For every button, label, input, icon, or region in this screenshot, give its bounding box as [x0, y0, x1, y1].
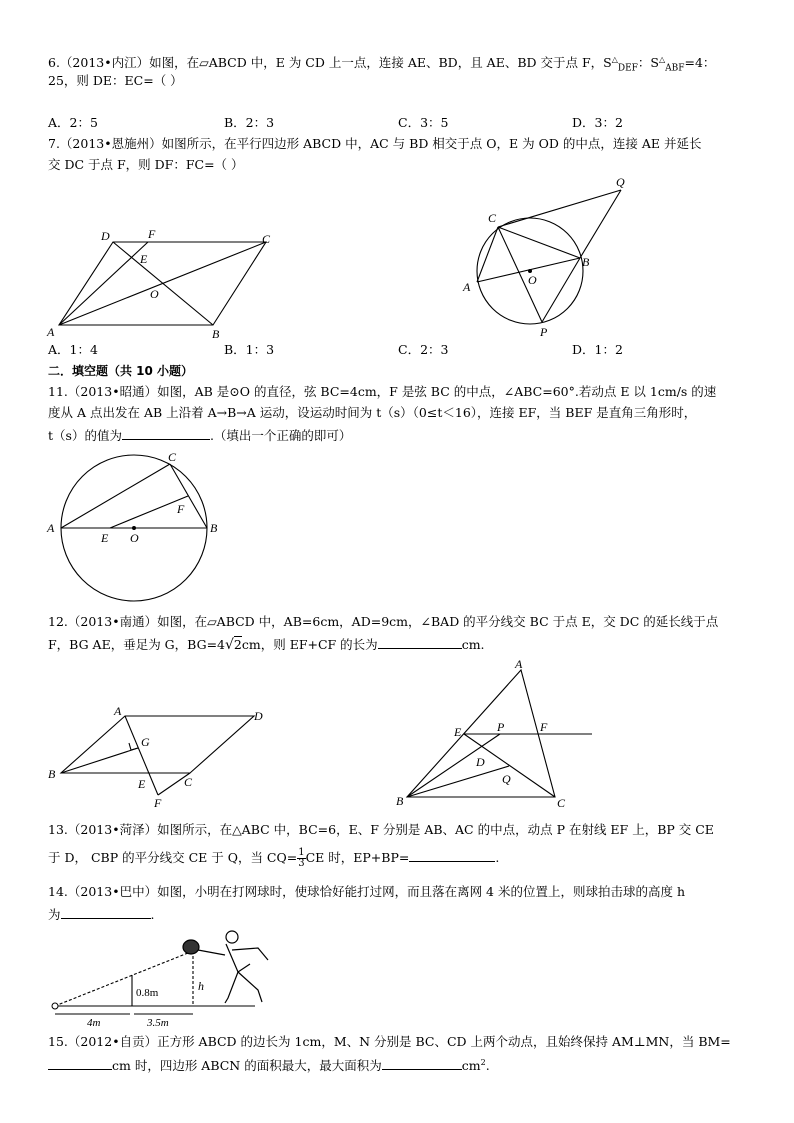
q12-text-line1: 12.（2013•南通）如图，在▱ABCD 中，AB=6cm，AD=9cm，∠BAD 的平分线交 BC 于点 E，交 DC 的延长线于点: [48, 614, 719, 629]
q7-label-a2: A: [463, 280, 471, 294]
q7-label-c: C: [262, 232, 271, 246]
q7-label-q: Q: [616, 175, 625, 189]
q12-sqrt-value: 2: [233, 637, 242, 652]
q14-line2-pre: 为: [48, 907, 61, 922]
q14-line2-post: .: [150, 907, 155, 922]
q13-label-e: E: [454, 725, 462, 739]
q15-text-line1: 15.（2012•自贡）正方形 ABCD 的边长为 1cm，M、N 分别是 BC、CD 上两个动点，且始终保持 AM⊥MN，当 BM=: [48, 1034, 731, 1049]
q12-answer-blank[interactable]: [378, 635, 462, 649]
q12-label-g: G: [141, 735, 150, 749]
q6-option-d[interactable]: D．3：2: [572, 115, 623, 130]
q13-text-line2: [48, 848, 499, 869]
q7-option-d[interactable]: D．1：2: [572, 342, 623, 357]
q13-label-d: D: [476, 755, 485, 769]
q7-option-c[interactable]: C．2：3: [398, 342, 449, 357]
q11-line3-pre: t（s）的值为: [48, 428, 122, 443]
q7-label-c2: C: [488, 211, 497, 225]
q6-triangle-1: △: [611, 55, 618, 64]
q11-label-b: B: [210, 521, 218, 535]
q12-line2-post: cm.: [461, 637, 485, 652]
q7-text-line1: 7.（2013•恩施州）如图所示，在平行四边形 ABCD 中，AC 与 BD 相交于点 O，E 为 OD 的中点，连接 AE 并延长: [48, 136, 702, 151]
q13-line2-pre: 于 D， CBP 的平分线交 CE 于 Q，当 CQ=: [48, 850, 298, 865]
q7-label-d: D: [101, 229, 110, 243]
q12-label-a: A: [114, 704, 122, 718]
q12-label-c: C: [184, 775, 193, 789]
q13-answer-blank[interactable]: [409, 848, 495, 862]
q15-text-line2: [48, 1055, 490, 1074]
q6-option-b[interactable]: B．2：3: [224, 115, 275, 130]
q11-label-o: O: [130, 531, 139, 545]
q7-option-a[interactable]: A．1：4: [48, 342, 98, 357]
q13-line2-mid: CE 时，EP+BP=: [305, 850, 410, 865]
q11-label-c: C: [168, 450, 177, 464]
q11-label-f: F: [177, 502, 185, 516]
q12-label-b: B: [48, 767, 56, 781]
q6-option-c[interactable]: C．3：5: [398, 115, 449, 130]
q13-label-f: F: [540, 720, 548, 734]
q12-line2-mid: cm，则 EF+CF 的长为: [241, 637, 378, 652]
q14-label-net-height: 0.8m: [136, 987, 159, 999]
q7-option-b[interactable]: B．1：3: [224, 342, 275, 357]
q7-label-o: O: [150, 287, 159, 301]
q7-label-b2: B: [582, 255, 590, 269]
q6-option-a[interactable]: A．2：5: [48, 115, 98, 130]
section-title-fill-in: 二．填空题（共 10 小题）: [48, 364, 194, 378]
q6-text-line2: 25，则 DE：EC=（ ）: [48, 73, 183, 88]
q12-label-d: D: [254, 709, 263, 723]
q14-answer-blank[interactable]: [61, 905, 151, 919]
q12-line2-pre: F，BG AE，垂足为 G，BG=4: [48, 637, 225, 652]
q13-label-p: P: [497, 720, 505, 734]
q13-label-b: B: [396, 794, 404, 808]
q11-answer-blank[interactable]: [122, 426, 210, 440]
q11-line3-post: .（填出一个正确的即可）: [209, 428, 352, 443]
q12-label-f: F: [154, 796, 162, 810]
q11-text-line2: 度从 A 点出发在 AB 上沿着 A→B→A 运动，设运动时间为 t（s）（0≤t＜16），连接 EF，当 BEF 是直角三角形时，: [48, 405, 697, 420]
q6-tail: =4：: [684, 55, 716, 71]
q6-sub-abf: ABF: [665, 63, 685, 74]
q15-line2-post: cm: [461, 1058, 481, 1074]
q7-label-f: F: [148, 227, 156, 241]
q15-sup: 2: [480, 1058, 486, 1067]
q7-label-e: E: [140, 252, 148, 266]
q14-label-3-5m: 3.5m: [147, 1017, 169, 1029]
q6-triangle-2: △: [658, 55, 666, 64]
q15-end: .: [485, 1058, 490, 1074]
q14-label-h: h: [198, 979, 204, 993]
q12-text-line2: [48, 635, 485, 653]
q7-label-a: A: [47, 325, 55, 339]
q11-text-line3: [48, 426, 351, 444]
tennis-player-icon: [183, 931, 268, 1003]
q14-label-4m: 4m: [87, 1017, 101, 1029]
q13-label-a: A: [515, 657, 523, 671]
q15-answer-blank-bm[interactable]: [48, 1056, 112, 1070]
q15-answer-blank-area[interactable]: [382, 1056, 462, 1070]
q13-frac-num: 1: [298, 847, 305, 858]
q13-fraction: [297, 848, 305, 869]
sqrt-icon: √: [225, 637, 234, 653]
q7-label-p2: P: [540, 325, 548, 339]
q7-label-o2: O: [528, 273, 537, 287]
q7-label-b: B: [212, 327, 220, 341]
q11-text-line1: 11.（2013•昭通）如图，AB 是⊙O 的直径，弦 BC=4cm，F 是弦 BC 的中点，∠ABC=60°.若动点 E 以 1cm/s 的速: [48, 384, 717, 399]
q13-line2-post: .: [495, 850, 500, 865]
q13-frac-den: 3: [298, 858, 305, 869]
q15-line2-mid: cm 时，四边形 ABCN 的面积最大，最大面积为: [112, 1058, 382, 1074]
q14-text-line2: [48, 905, 155, 923]
q14-text-line1: 14.（2013•巴中）如图，小明在打网球时，使球恰好能打过网，而且落在离网 4 米的位置上，则球拍击球的高度 h: [48, 884, 685, 899]
q13-label-q: Q: [502, 772, 511, 786]
q11-label-e: E: [101, 531, 109, 545]
q7-text-line2: 交 DC 于点 F，则 DF：FC=（ ）: [48, 157, 244, 172]
q13-label-c: C: [557, 796, 566, 810]
q11-label-a: A: [47, 521, 55, 535]
q12-label-e: E: [138, 777, 146, 791]
q6-line1: 6.（2013•内江）如图，在▱ABCD 中，E 为 CD 上一点，连接 AE、BD，且 AE、BD 交于点 F，S: [48, 55, 612, 71]
q13-text-line1: 13.（2013•菏泽）如图所示，在△ABC 中，BC=6，E、F 分别是 AB、AC 的中点，动点 P 在射线 EF 上，BP 交 CE: [48, 822, 714, 837]
q6-colon: ：S: [637, 55, 659, 71]
q6-sub-def: DEF: [617, 63, 638, 74]
